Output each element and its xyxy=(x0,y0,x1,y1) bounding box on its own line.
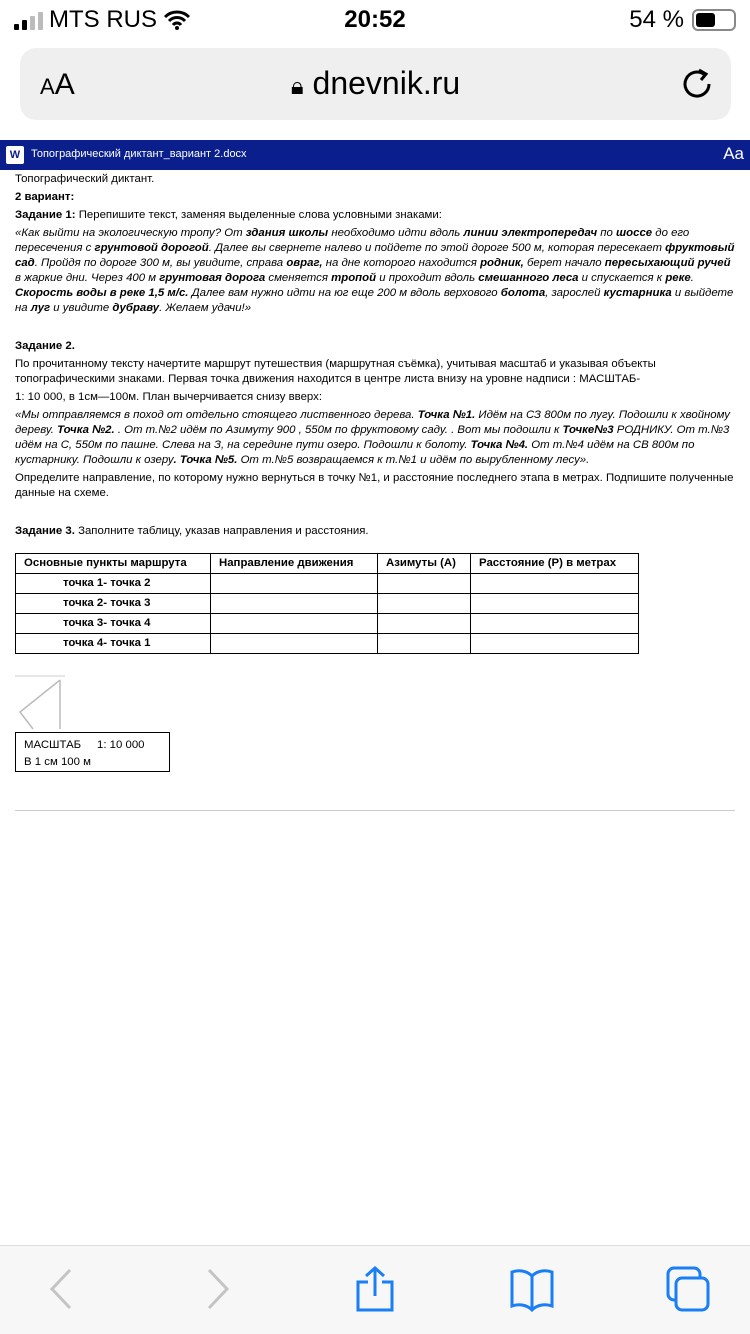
highlighted-text: кустарника xyxy=(603,287,672,299)
quote-text: до его пересечения с xyxy=(15,227,690,254)
quote-text: и выйдете на xyxy=(15,287,734,314)
table-cell xyxy=(471,614,639,634)
url-text: dnevnik.ru xyxy=(312,65,461,101)
task3-label: Задание 3. xyxy=(15,525,75,537)
task2-label: Задание 2. xyxy=(15,340,75,352)
route-scheme xyxy=(15,674,737,774)
highlighted-text: линии электропередач xyxy=(463,227,598,239)
text-format-button[interactable]: Aa xyxy=(723,144,744,163)
table-cell: точка 1- точка 2 xyxy=(16,574,211,594)
task3-text: Заполните таблицу, указав направления и расстояния. xyxy=(74,525,369,537)
quote-text: Далее вам нужно идти на юг еще 200 м вдоль верхового xyxy=(188,287,501,299)
table-cell xyxy=(471,594,639,614)
quote-text: на дне которого находится xyxy=(322,257,481,269)
table-cell: точка 3- точка 4 xyxy=(16,614,211,634)
table-header: Расстояние (Р) в метрах xyxy=(471,554,639,574)
word-icon: W xyxy=(6,146,24,164)
table-row xyxy=(16,574,639,594)
tabs-icon[interactable] xyxy=(666,1266,710,1312)
table-cell xyxy=(211,574,378,594)
task1-quote xyxy=(15,226,737,316)
table-header: Основные пункты маршрута xyxy=(16,554,211,574)
table-cell xyxy=(211,594,378,614)
quote-text: берет начало xyxy=(523,257,605,269)
table-cell xyxy=(378,594,471,614)
highlighted-text: дубраву xyxy=(112,302,160,314)
highlighted-text: . Точка №5. xyxy=(173,454,238,466)
highlighted-text: родник, xyxy=(480,257,524,269)
reload-icon[interactable] xyxy=(679,66,715,102)
quote-text: . Желаем удачи!» xyxy=(159,302,252,314)
quote-text: необходимо идти вдоль xyxy=(328,227,464,239)
document-header xyxy=(0,140,750,170)
route-diagram xyxy=(15,674,85,734)
table-cell xyxy=(211,634,378,654)
task2-text2: 1: 10 000, в 1см—100м. План вычерчивается снизу вверх: xyxy=(15,391,322,403)
share-icon[interactable] xyxy=(353,1266,397,1312)
table-cell xyxy=(471,634,639,654)
table-cell: точка 4- точка 1 xyxy=(16,634,211,654)
forward-icon[interactable] xyxy=(195,1266,239,1312)
quote-text: . Далее вы свернете налево и пойдете по этой дороге 500 м, которая пересекает xyxy=(208,242,666,254)
quote-text: От т.№5 возвращаемся к т.№1 и идём по вырубленному лесу». xyxy=(237,454,590,466)
lock-icon: 🔒︎ xyxy=(290,73,304,100)
highlighted-text: пересыхающий ручей xyxy=(604,257,731,269)
table-row xyxy=(16,614,639,634)
table-header: Направление движения xyxy=(211,554,378,574)
highlighted-text: тропой xyxy=(331,272,377,284)
highlighted-text: здания школы xyxy=(245,227,329,239)
highlighted-text: овраг, xyxy=(286,257,323,269)
divider xyxy=(15,810,735,811)
quote-text: в жаркие дни. Через 400 м xyxy=(15,272,160,284)
document-filename: Топографический диктант_вариант 2.docx xyxy=(31,148,247,160)
highlighted-text: смешанного леса xyxy=(478,272,579,284)
document-content xyxy=(15,172,737,774)
quote-text: и увидите xyxy=(50,302,113,314)
quote-text: . Пройдя по дороге 300 м, вы увидите, справа xyxy=(34,257,287,269)
quote-text: От т.№4 идём на СВ 800м по кустарнику. Подошли к озеру xyxy=(15,439,695,466)
battery-icon xyxy=(692,9,736,31)
highlighted-text: луг xyxy=(30,302,51,314)
task1-label: Задание 1: xyxy=(15,209,76,221)
bookmarks-icon[interactable] xyxy=(510,1266,554,1312)
highlighted-text: Точка №2. xyxy=(57,424,115,436)
scale-box xyxy=(15,732,170,772)
table-cell: точка 2- точка 3 xyxy=(16,594,211,614)
quote-text: по xyxy=(597,227,617,239)
highlighted-text: Точка №1. xyxy=(417,409,476,421)
highlighted-text: фруктовый сад xyxy=(15,242,735,269)
variant-heading: 2 вариант: xyxy=(15,191,75,203)
table-cell xyxy=(378,614,471,634)
table-cell xyxy=(378,634,471,654)
task1-text: Перепишите текст, заменяя выделенные слова условными знаками: xyxy=(75,209,442,221)
highlighted-text: шоссе xyxy=(616,227,653,239)
quote-text: и проходит вдоль xyxy=(376,272,479,284)
highlighted-text: грунтовой дорогой xyxy=(94,242,209,254)
quote-text: сменяется xyxy=(265,272,332,284)
clock: 20:52 xyxy=(344,6,406,33)
scale-line2: В 1 см 100 м xyxy=(24,756,91,768)
quote-text: . От т.№2 идём по Азимуту 900 , 550м по фруктовому саду. . Вот мы подошли к xyxy=(114,424,563,436)
task2-text: По прочитанному тексту начертите маршрут путешествия (маршрутная съёмка), учитывая масштаб и указывая объекты топографическими знаками. Первая точка движения находится в центре листа внизу на уровне надписи : МАСШТАБ- xyxy=(15,358,656,385)
quote-text: «Как выйти на экологическую тропу? От xyxy=(15,227,246,239)
doc-title: Топографический диктант. xyxy=(15,173,155,185)
quote-text: и спускается к xyxy=(578,272,666,284)
table-cell xyxy=(211,614,378,634)
task2-final: Определите направление, по которому нужно вернуться в точку №1, и расстояние последнего этапа в метрах. Подпишите полученные данные на схеме. xyxy=(15,472,734,499)
route-table xyxy=(15,553,639,654)
table-header: Азимуты (А) xyxy=(378,554,471,574)
highlighted-text: Скорость воды в реке 1,5 м/с. xyxy=(15,287,189,299)
quote-text: . xyxy=(690,272,694,284)
highlighted-text: болота xyxy=(500,287,546,299)
table-cell xyxy=(471,574,639,594)
table-row xyxy=(16,634,639,654)
carrier-name: MTS RUS xyxy=(49,6,157,33)
quote-text: , зарослей xyxy=(545,287,604,299)
text-size-button[interactable]: AA xyxy=(40,68,75,101)
scale-label: МАСШТАБ xyxy=(24,739,82,751)
highlighted-text: грунтовая дорога xyxy=(159,272,266,284)
task2-quote xyxy=(15,408,737,468)
highlighted-text: Точке№3 xyxy=(562,424,614,436)
status-bar xyxy=(0,0,750,40)
address-bar[interactable] xyxy=(20,48,731,120)
browser-toolbar xyxy=(0,1245,750,1334)
table-cell xyxy=(378,574,471,594)
quote-text: Идём на СЗ 800м по лугу. Подошли к хвойному дереву. xyxy=(15,409,731,436)
highlighted-text: Точка №4. xyxy=(470,439,529,451)
table-header-row xyxy=(16,554,639,574)
scale-value: 1: 10 000 xyxy=(96,739,145,751)
highlighted-text: реке xyxy=(665,272,691,284)
table-row xyxy=(16,594,639,614)
battery-percent: 54 % xyxy=(629,6,684,33)
quote-text: РОДНИКУ. От т.№3 идём на С, 550м по пашне. Слева на З, на середине пути озеро. Подошли к болоту. xyxy=(15,424,730,451)
quote-text: «Мы отправляемся в поход от отдельно стоящего лиственного дерева. xyxy=(15,409,418,421)
back-icon[interactable] xyxy=(40,1266,84,1312)
